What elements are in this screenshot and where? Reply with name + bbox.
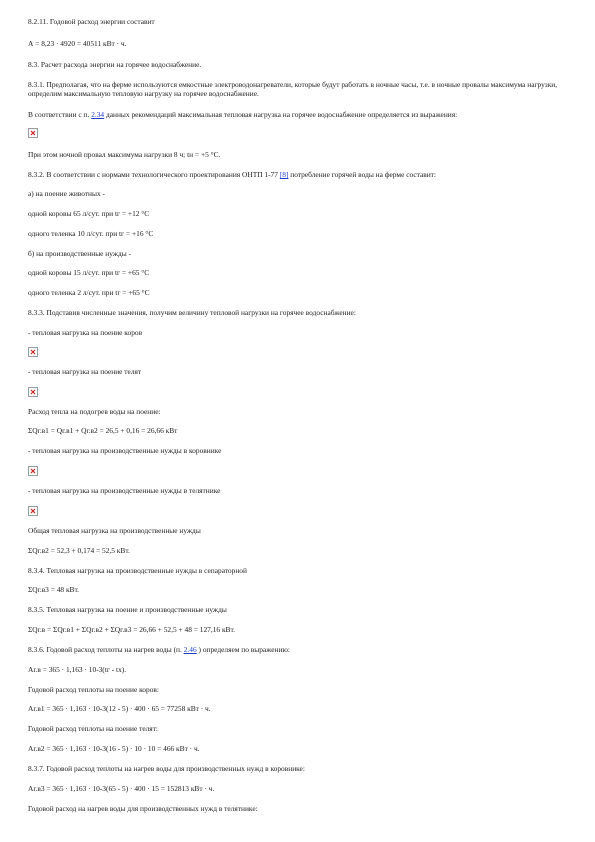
link-2-34[interactable]: 2.34 (91, 110, 105, 119)
broken-image-icon (28, 387, 38, 397)
section-8-2-11: 8.2.11. Годовой расход энергии составит (28, 17, 155, 26)
section-8-3-heading: 8.3. Расчет расхода энергии на горячее водоснабжение. (28, 60, 202, 69)
annual-heat-cows-label: Годовой расход теплоты на поение коров: (28, 685, 159, 694)
list-b-calf: одного теленка 2 л/сут. при tг = +65 °С (28, 288, 150, 297)
list-b-cow: одной коровы 15 л/сут. при tг = +65 °С (28, 268, 150, 277)
broken-image-icon (28, 466, 38, 476)
drinking-heat-consumption: Расход тепла на подогрев воды на поение: (28, 407, 161, 416)
link-ref-8[interactable]: [8] (279, 170, 289, 179)
section-8-3-6 (28, 645, 290, 654)
broken-image-icon (28, 347, 38, 357)
load-production-calf-barn: - тепловая нагрузка на производственные нужды в телятнике (28, 486, 221, 495)
norms-text-before: 8.3.2. В соответствии с нормами технологического проектирования ОНТП 1-77 (28, 170, 278, 179)
load-production-cowshed: - тепловая нагрузка на производственные нужды в коровнике (28, 446, 222, 455)
annual-heat-text-before: 8.3.6. Годовой расход теплоты на нагрев воды (п. (28, 645, 182, 654)
load-cows-drinking: - тепловая нагрузка на поение коров (28, 328, 143, 337)
night-load-note: При этом ночной провал максимума нагрузки 8 ч; tн = +5 °С. (28, 150, 221, 159)
reference-text-after: данных рекомендаций максимальная тепловая нагрузка на горячее водоснабжение определяется из выражения: (105, 110, 458, 119)
list-a-cow: одной коровы 65 л/сут. при tг = +12 °С (28, 209, 150, 218)
annual-heat-calf-barn-label: Годовой расход на нагрев воды для производственных нужд в телятнике: (28, 804, 258, 813)
section-8-3-5: 8.3.5. Тепловая нагрузка на поение и производственные нужды (28, 605, 227, 614)
total-production-load: Общая тепловая нагрузка на производственные нужды (28, 526, 201, 535)
section-8-3-4: 8.3.4. Тепловая нагрузка на производственные нужды в сепараторной (28, 566, 247, 575)
norms-text-after: потребление горячей воды на ферме составит: (290, 170, 436, 179)
annual-heat-calves-label: Годовой расход теплоты на поение телят: (28, 724, 158, 733)
section-8-3-1-reference (28, 110, 457, 119)
reference-text-before: В соответствии с п. (28, 110, 90, 119)
annual-heat-text-after: ) определяем по выражению: (198, 645, 290, 654)
list-a-heading: а) на поение животных - (28, 189, 105, 198)
list-b-heading: б) на производственные нужды - (28, 249, 131, 258)
section-8-3-7: 8.3.7. Годовой расход теплоты на нагрев воды для производственных нужд в коровнике: (28, 764, 305, 773)
link-2-46[interactable]: 2.46 (183, 645, 197, 654)
formula-sum-q2: ΣQг.в2 = 52,3 + 0,174 = 52,5 кВт. (28, 546, 130, 555)
formula-a2: Аг.в2 = 365 · 1,163 · 10-3(16 - 5) · 10 · 10 = 466 кВт · ч. (28, 744, 200, 753)
load-calves-drinking: - тепловая нагрузка на поение телят (28, 367, 142, 376)
section-8-3-2 (28, 170, 436, 179)
formula-annual-heat: Аг.в = 365 · 1,163 · 10-3(tг - tх). (28, 665, 127, 674)
formula-a1: Аг.в1 = 365 · 1,163 · 10-3(12 - 5) · 400 · 65 = 77258 кВт · ч. (28, 704, 211, 713)
list-a-calf: одного теленка 10 л/сут. при tг = +16 °С (28, 229, 154, 238)
formula-sum-total: ΣQг.в = ΣQг.в1 + ΣQг.в2 + ΣQг.в3 = 26,66 + 52,5 + 48 = 127,16 кВт. (28, 625, 235, 634)
section-8-3-3: 8.3.3. Подставив численные значения, получим величину тепловой нагрузки на горячее водоснабжение: (28, 308, 356, 317)
formula-a3: Аг.в3 = 365 · 1,163 · 10-3(65 - 5) · 400 · 15 = 152813 кВт · ч. (28, 784, 215, 793)
broken-image-icon (28, 506, 38, 516)
formula-sum-q1: ΣQг.в1 = Qг.в1 + Qг.в2 = 26,5 + 0,16 = 26,66 кВт (28, 426, 178, 435)
broken-image-icon (28, 128, 38, 138)
formula-annual-energy: А = 8,23 · 4920 = 40511 кВт · ч. (28, 39, 127, 48)
formula-sum-q3: ΣQг.в3 = 48 кВт. (28, 585, 80, 594)
section-8-3-1: 8.3.1. Предполагая, что на ферме используются емкостные электроводонагреватели, которые будут работать в ночные часы, т.е. в ночные провалы максимума нагрузки, определим максимальную тепловую нагрузку на горячее водоснабжение. (28, 80, 558, 98)
